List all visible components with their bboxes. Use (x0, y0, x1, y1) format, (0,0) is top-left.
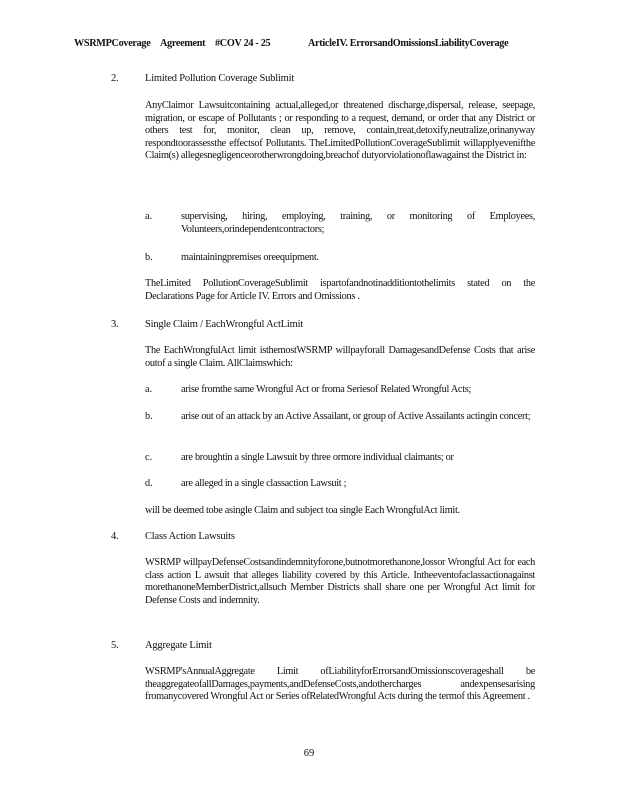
section-closing: TheLimited PollutionCoverageSublimit ispartofandnotinadditiontothelimits stated on the Declarations Page for Article IV. Errors and Omissions . (145, 278, 535, 302)
list-item-text: arise fromthe same Wrongful Act or froma Seriesof Related Wrongful Acts; (181, 384, 472, 395)
header-agreement-code: #COV 24 - 25 (215, 38, 271, 49)
section-paragraph: WSRMP'sAnnualAggregate Limit ofLiabilityforErrorsandOmissionscoverageshall be theaggregateofallDamages,payments,andDefenseCosts,andothercharges andexpensesarising fromanycovered Wrongful Act or Series ofRelatedWrongful Acts during the termof this Agreement . (145, 666, 535, 703)
section-paragraph: WSRMP willpayDefenseCostsandindemnityforone,butnotmorethanone,lossor Wrongful Act for each class action L awsuit that alleges liability covered by this Article. Intheeventofaclassactionagainst morethanoneMemberDistrict,allsuch Member Districts shall share one per Wrongful Act limit for Defense Costs and indemnity. (145, 557, 535, 606)
list-item-letter: b. (145, 411, 153, 422)
list-item-text: arise out of an attack by an Active Assailant, or group of Active Assailants actingin concert; (181, 411, 531, 422)
list-item-letter: d. (145, 478, 153, 489)
section-number: 5. (111, 640, 119, 651)
list-item-text: supervising, hiring, employing, training, or monitoring of Employees, Volunteers,orindependentcontractors; (181, 211, 535, 235)
page-number: 69 (303, 748, 315, 759)
section-title: Single Claim / EachWrongful ActLimit (145, 319, 304, 330)
section-title: Limited Pollution Coverage Sublimit (145, 73, 295, 84)
section-paragraph: The EachWrongfulAct limit isthemostWSRMP willpayforall DamagesandDefense Costs that arise outof a single Claim. AllClaimswhich: (145, 345, 535, 369)
list-item-letter: c. (145, 452, 153, 463)
header-coverage-title: WSRMPCoverage (74, 38, 151, 49)
section-number: 4. (111, 531, 119, 542)
list-item-letter: a. (145, 384, 153, 395)
section-title: Aggregate Limit (145, 640, 212, 651)
list-item-text: are alleged in a single classaction Lawsuit ; (181, 478, 347, 489)
section-paragraph: AnyClaimor Lawsuitcontaining actual,alleged,or threatened discharge,dispersal, release, seepage, migration, or escape of Pollutants ; or responding to a request, demand, or order that any District or others test for, monitor, clean up, remove, contain,treat,detoxify,neutralize,orinanyway respondtoorassessthe effectsof Pollutants. TheLimitedPollutionCoverageSublimit willapplyevenifthe Claim(s) allegesnegligenceorotherwrongdoing,breachof dutyorviolationoflawagainst the District in: (145, 100, 535, 162)
section-title: Class Action Lawsuits (145, 531, 235, 542)
section-number: 3. (111, 319, 119, 330)
section-closing: will be deemed tobe asingle Claim and subject toa single Each WrongfulAct limit. (145, 505, 460, 516)
header-article-title: ArticleIV. ErrorsandOmissionsLiabilityCoverage (308, 38, 509, 49)
list-item-letter: a. (145, 211, 153, 222)
header-agreement-label: Agreement (160, 38, 206, 49)
list-item-text: are broughtin a single Lawsuit by three ormore individual claimants; or (181, 452, 454, 463)
list-item-letter: b. (145, 252, 153, 263)
section-number: 2. (111, 73, 119, 84)
list-item-text: maintainingpremises oreequipment. (181, 252, 319, 263)
